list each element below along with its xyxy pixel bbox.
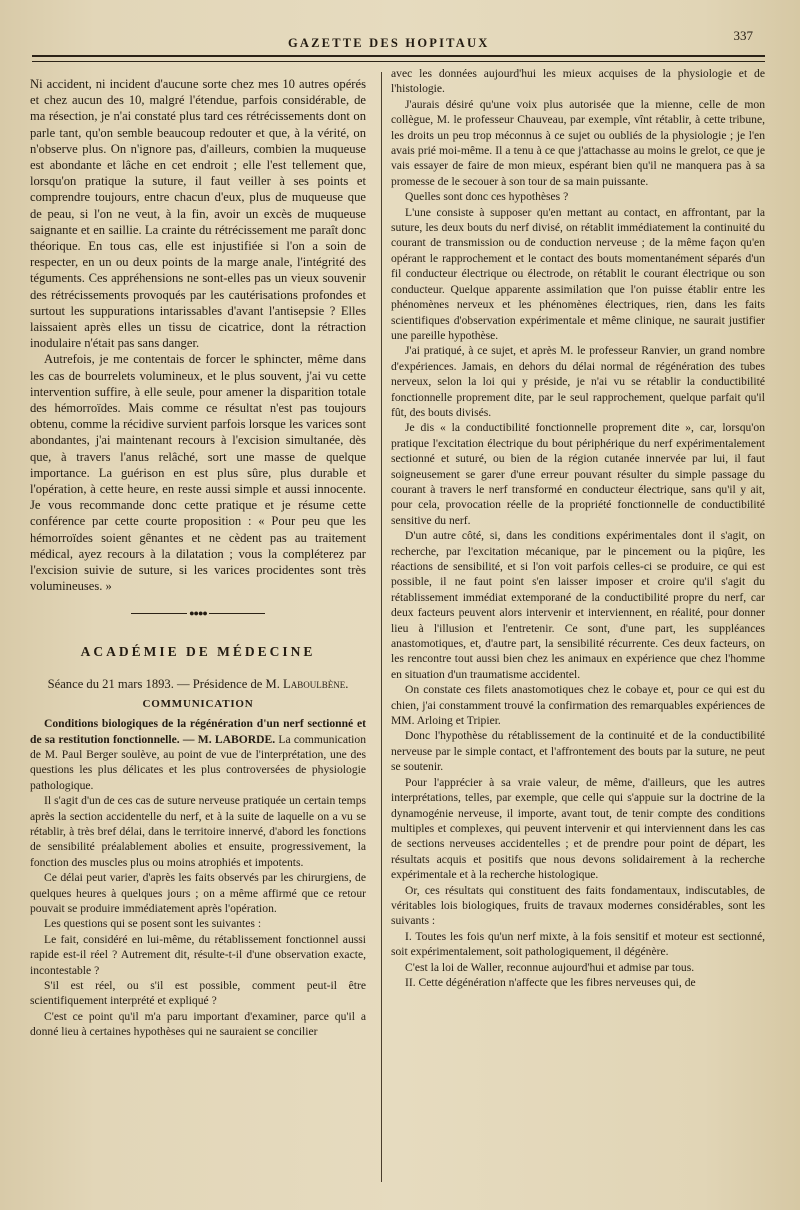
- session-date: Séance du 21 mars 1893. — Présidence de M.: [47, 676, 284, 691]
- paragraph: S'il est réel, ou s'il est possible, comment peut-il être scientifiquement interprété et expliqué ?: [30, 979, 366, 1008]
- section-separator: ●●●●: [30, 605, 366, 622]
- left-column: [30, 76, 366, 1040]
- paragraph: Or, ces résultats qui constituent des faits fondamentaux, indiscutables, de véritables lois biologiques, fruits de travaux modernes considérables, sont les suivants :: [391, 883, 765, 928]
- paragraph: Je dis « la conductibilité fonctionnelle proprement dite », car, lorsqu'on pratique l'excitation électrique du bout périphérique du nerf expérimentalement sectionné et suturé, ou bien de la région cutanée innervée par lui, il faut soigneusement se garer d'une erreur pouvant résulter du simple passage du courant à travers le nerf transformé en conducteur électrique, sans qu'il y ait, pour cela, provocation réelle de la propriété fonctionnelle de conductibilité sensitive du nerf.: [391, 421, 765, 527]
- paragraph: Les questions qui se posent sont les suivantes :: [44, 917, 262, 931]
- list-item: II. Cette dégénération n'affecte que les fibres nerveuses qui, de: [405, 975, 696, 989]
- paragraph: On constate ces filets anastomotiques chez le cobaye et, pour ce qui est du chien, j'ai constamment trouvé la confirmation des remarquables expériences de MM. Arloing et Tripier.: [391, 683, 765, 728]
- paragraph: Donc l'hypothèse du rétablissement de la continuité et de la conductibilité nerveuse par le simple contact, et l'affrontement des bouts par la suture, ne peut se soutenir.: [391, 729, 765, 774]
- header-rule: [32, 55, 765, 57]
- paragraph: Il s'agit d'un de ces cas de suture nerveuse pratiquée un certain temps après la section accidentelle du nerf, et à la suite de laquelle on a vu se rétablir, à très bref délai, dans le territoire innervé, d'abord les fonctions de sensibilité préalablement abolies et ensuite, progressivement, la fonction des muscles plus ou moins atrophiés et impotents.: [30, 794, 366, 869]
- right-column: [391, 66, 765, 990]
- session-president: Laboulbène.: [283, 676, 349, 691]
- paragraph: Le fait, considéré en lui-même, du rétablissement fonctionnel aussi rapide est-il réel ? Autrement dit, résulte-t-il d'une observation exacte, incontestable ?: [30, 932, 366, 977]
- article-title: Conditions biologiques de la régénération d'un nerf sectionné et de sa restitution fonctionnelle. — M. LABORDE.: [30, 717, 366, 746]
- list-item: I. Toutes les fois qu'un nerf mixte, à la fois sensitif et moteur est sectionné, soit expérimentalement, soit pathologiquement, il dégénère.: [391, 929, 765, 959]
- header-rule-thin: [32, 61, 765, 62]
- paragraph: J'ai pratiqué, à ce sujet, et après M. le professeur Ranvier, un grand nombre d'expériences. Jamais, en dehors du délai normal de régénération des tubes nerveux, selon la loi qui y préside, je n'ai vu se rétablir la conductibilité fonctionnelle proprement dite, par le seul rapprochement, quelque parfait qu'il fût, des bouts divisés.: [391, 344, 765, 419]
- paragraph: Pour l'apprécier à sa vraie valeur, de même, d'ailleurs, que les autres interprétations, telles, par exemple, que celle qui s'appuie sur la doctrine de la dynamogénie nerveuse, il importe, avant tout, de tenir compte des conditions multiples et complexes, qui peuvent intervenir et qui interviennent dans les cas de sections nerveuses accidentelles ; et de prendre pour point de départ, les résultats acquis et positifs que nous devons solidairement à la recherche expérimentale et à la recherche histologique.: [391, 775, 765, 882]
- session-line: [30, 676, 366, 692]
- paragraph: Ni accident, ni incident d'aucune sorte chez mes 10 autres opérés et chez aucun des 10, malgré l'étendue, parfois considérable, de ma résection, je n'ai constaté plus tard ces rétrécissements dont on parle tant, qu'on semble beaucoup redouter et que, à la vérité, on n'observe plus. On n'ignore pas, d'ailleurs, combien la muqueuse est abondante et lâche en cet endroit ; elle l'est tellement que, lorsqu'on pratique la suture, il faut veiller à ses points et comprendre toujours, entre chacun d'eux, plus de muqueuse que de peau, si l'on ne veut, à la fin, avoir un excès de muqueuse saignante et en saillie. La crainte du rétrécissement me paraît donc théorique. En tous cas, elle est injustifiée si l'on a soin de respecter, en un ou deux points de la marge anale, l'intégrité des téguments. Ces appréhensions ne sont-elles pas un vieux souvenir des rétrécissements provoqués par les cautérisations profondes et surtout les suppurations intarissables d'avant l'antisepsie ? Elles laissaient après elles un tissu de cicatrice, dont la rétraction inodulaire n'était pas sans danger.: [30, 77, 366, 351]
- journal-title: GAZETTE DES HOPITAUX: [288, 36, 490, 50]
- column-divider: [381, 72, 382, 1182]
- subheading: COMMUNICATION: [142, 697, 254, 710]
- paragraph: C'est la loi de Waller, reconnue aujourd'hui et admise par tous.: [405, 960, 695, 974]
- article-first-paragraph: [30, 716, 366, 793]
- paragraph: Autrefois, je me contentais de forcer le sphincter, même dans les cas de bourrelets volumineux, et le plus souvent, j'ai vu cette intervention suffire, à elle seule, pour amener la disparition totale des hémorroïdes. Mais comme ce résultat n'est pas toujours obtenu, comme la récidive survient parfois lorsque les varices sont abondantes, j'ai maintenant recours à l'excision simultanée, dès que, à travers l'anus relâché, sort une masse de quelque importance. La guérison en est plus sûre, plus durable et l'opération, à cette heure, en reste aussi simple et aussi innocente. Je vous recommande donc cette pratique et je résume cette conférence par cette courte proposition : « Pour peu que les hémorroïdes soient gênantes et ne cèdent pas au traitement médical, ayez recours à la dilatation ; vous la compléterez par l'excision suivie de suture, si les varices procidentes sont très volumineuses. »: [30, 352, 366, 594]
- paragraph: D'un autre côté, si, dans les conditions expérimentales dont il s'agit, on recherche, par l'excitation mécanique, par le pincement ou la piqûre, les réactions de sensibilité, et si l'on voit parfois celles-ci se produire, ce qui est possible, il ne faut point s'en laisser imposer et croire qu'il s'agit du rétablissement immédiat extemporané de la conductibilité propre du nerf, car deux facteurs peuvent alors intervenir et interviennent, en réalité, pour donner lieu à l'illusion et l'entretenir. Ce sont, d'une part, les suppléances anastomotiques, et, d'autre part, la sensibilité récurrente. Ces deux facteurs, on les rencontre tout aussi bien chez les animaux en expérience que chez l'homme en situation d'un traumatisme accidentel.: [391, 529, 765, 681]
- section-heading: ACADÉMIE DE MÉDECINE: [80, 643, 316, 659]
- paragraph: avec les données aujourd'hui les mieux acquises de la physiologie et de l'histologie.: [391, 67, 765, 96]
- page-number: 337: [733, 28, 753, 43]
- paragraph: L'une consiste à supposer qu'en mettant au contact, en affrontant, par la suture, les deux bouts du nerf divisé, on rétablit immédiatement la continuité du courant de transmission ou de conduction nerveuse ; de la même façon qu'en opérant le rapprochement et le contact des bouts momentanément séparés d'un fil conducteur électrique ou électrode, on rétablit le courant électrique ou son conducteur. Quelque apparente assimilation que l'on puisse établir entre les phénomènes nerveux et les phénomènes électriques, rien, dans les faits scientifiques d'observation expérimentale et même clinique, ne saurait justifier une pareille hypothèse.: [391, 205, 765, 342]
- paragraph: C'est ce point qu'il m'a paru important d'examiner, parce qu'il a donné lieu à certaines hypothèses qui ne sauraient se concilier: [30, 1009, 366, 1039]
- article-intro: La communication de M. Paul Berger soulève, au point de vue de l'interprétation, une des questions les plus délicates et les plus controversées de physiologie pathologique.: [30, 732, 366, 792]
- paragraph: J'aurais désiré qu'une voix plus autorisée que la mienne, celle de mon collègue, M. le professeur Chauveau, par exemple, vînt rétablir, à cette tribune, les droits un peu trop méconnus à ce sujet ou oubliés de la physiologie ; je l'en avais prié moi-même. Il a tenu à ce que j'attachasse au moins le grelot, ce que je vais essayer de faire de mon mieux, espérant bien qu'il ne manquera pas à sa promesse de le secouer à son tour de sa main puissante.: [391, 97, 765, 188]
- paragraph: Quelles sont donc ces hypothèses ?: [405, 190, 569, 204]
- page-header: [30, 28, 765, 68]
- paragraph: Ce délai peut varier, d'après les faits observés par les chirurgiens, de quelques heures à quelques jours ; on a même affirmé que ce retour pouvait se produire immédiatement après l'opération.: [30, 871, 366, 916]
